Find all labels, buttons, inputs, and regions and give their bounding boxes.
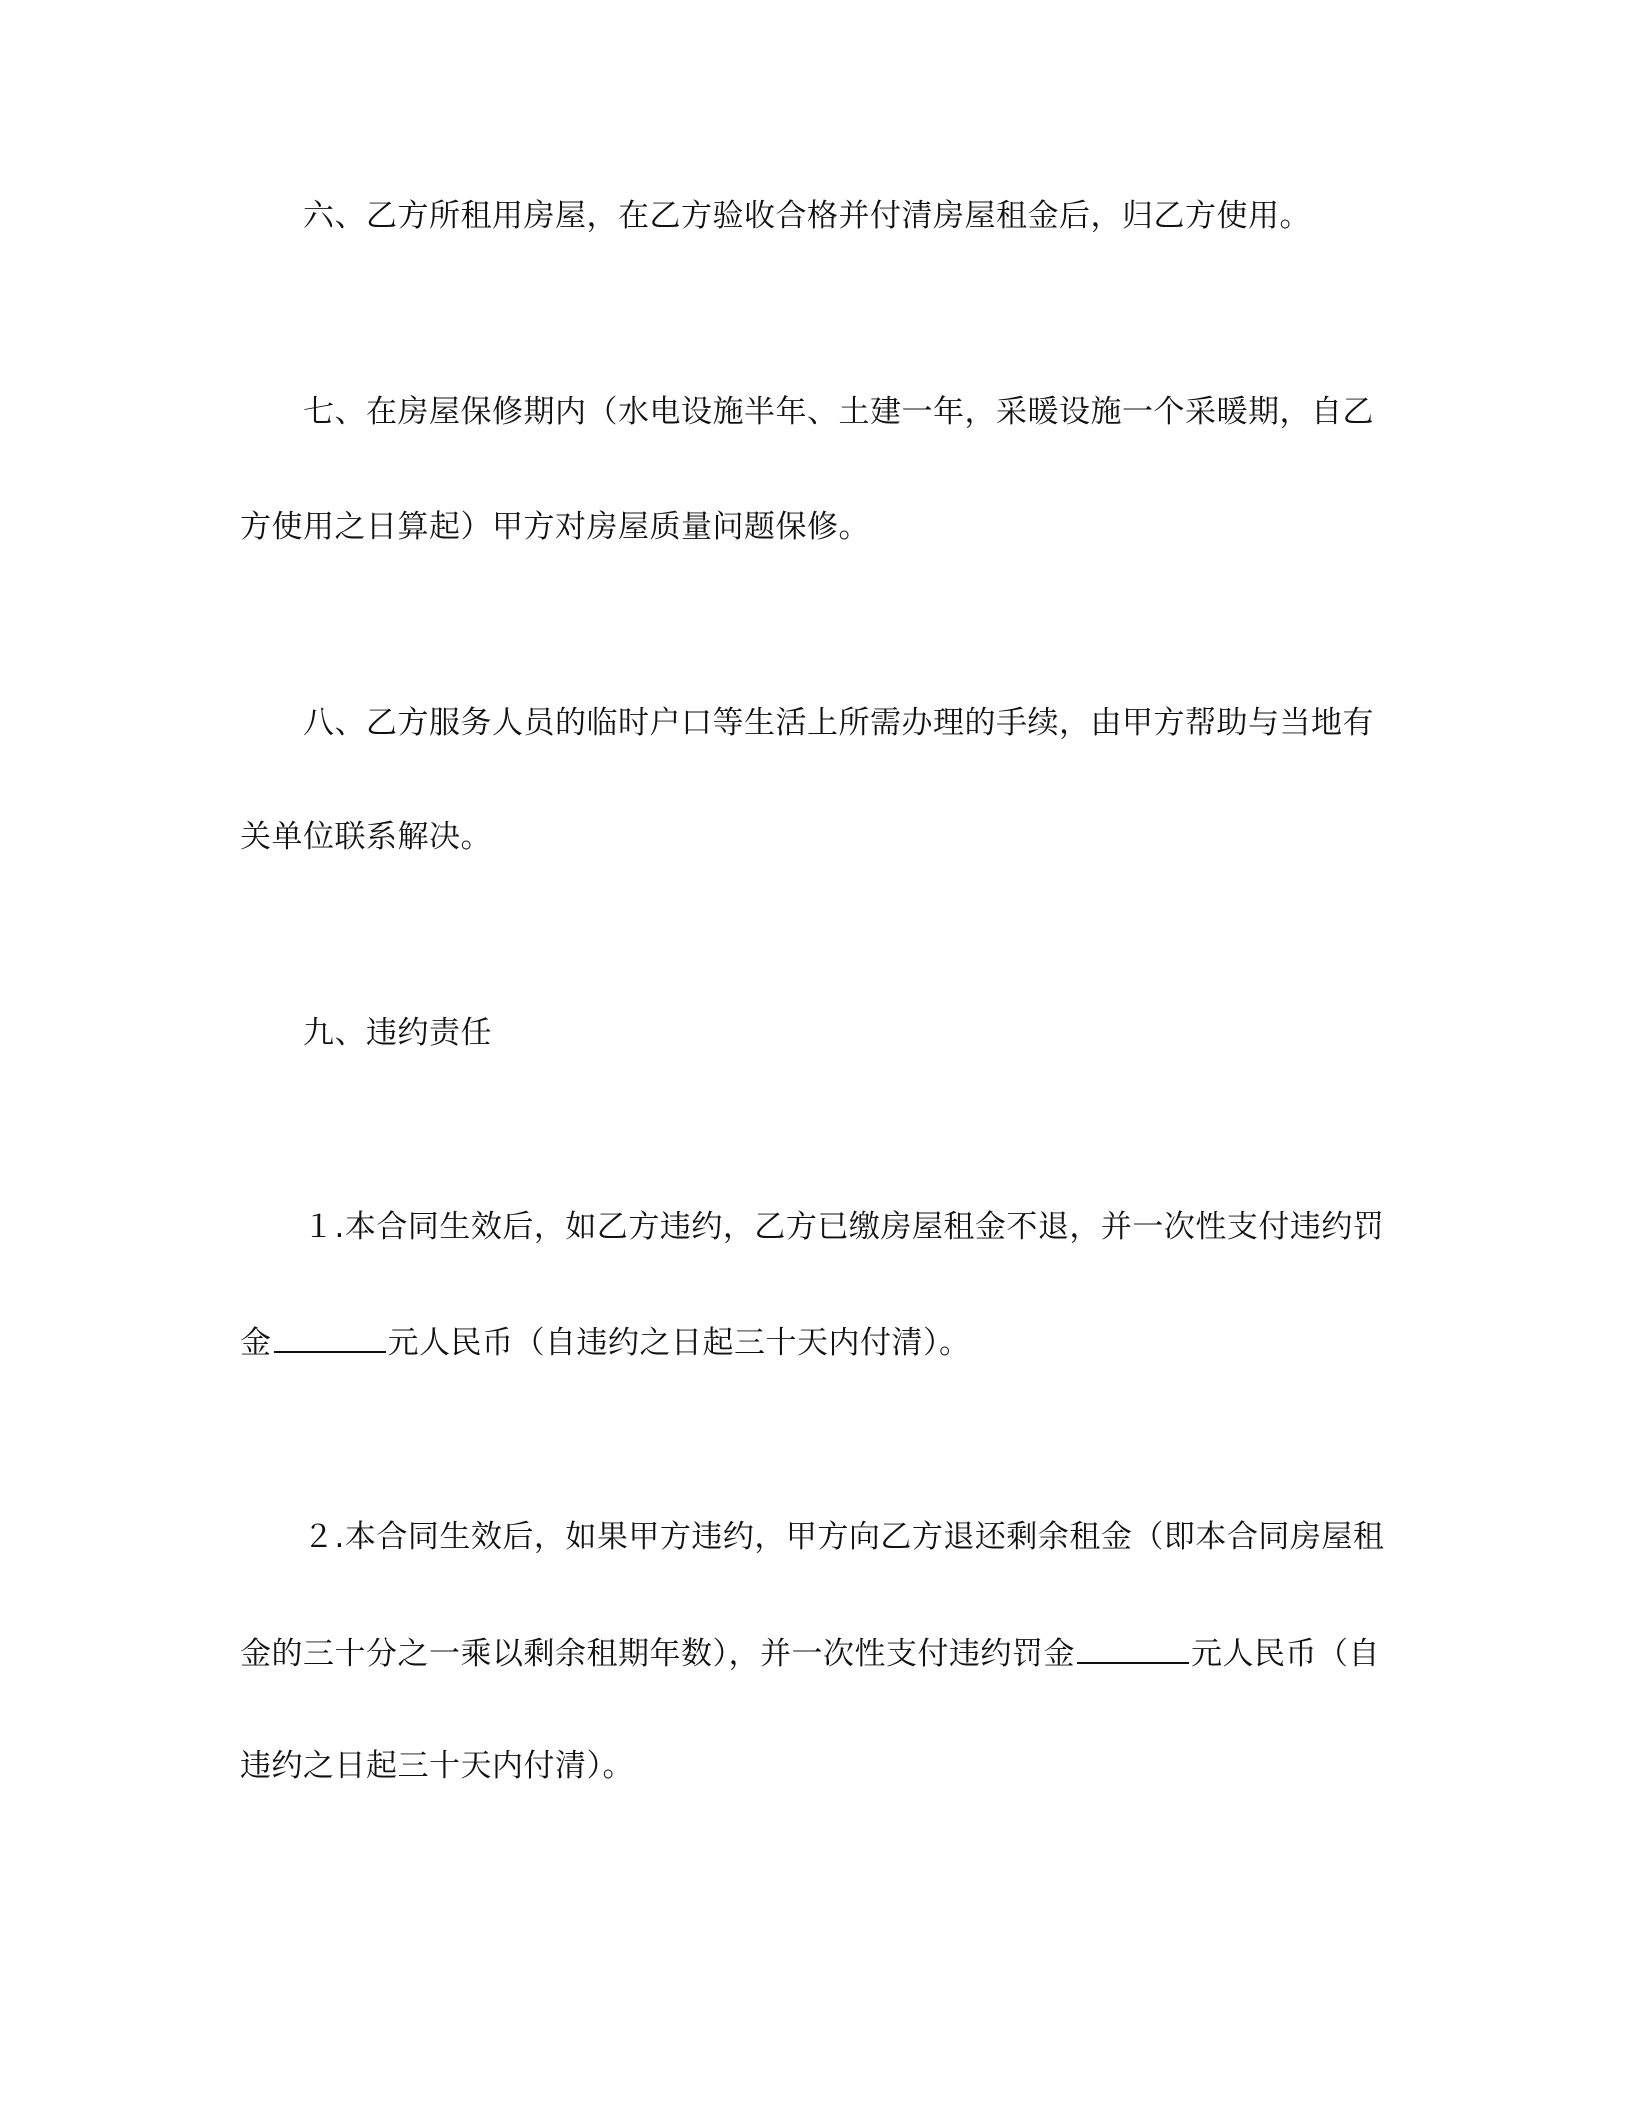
subclause-2-line-3: 违约之日起三十天内付清）。 <box>240 1748 634 1784</box>
subclause-1-line-2 <box>240 1321 971 1363</box>
clause-6-line-1: 六、乙方所租用房屋，在乙方验收合格并付清房屋租金后，归乙方使用。 <box>303 198 1311 234</box>
subclause-1-text-before-blank: 金 <box>240 1325 272 1361</box>
clause-8-line-1: 八、乙方服务人员的临时户口等生活上所需办理的手续，由甲方帮助与当地有 <box>303 705 1374 741</box>
clause-7-line-1: 七、在房屋保修期内（水电设施半年、土建一年，采暖设施一个采暖期，自乙 <box>303 394 1374 430</box>
subclause-2-line-1: ２.本合同生效后，如果甲方违约，甲方向乙方退还剩余租金（即本合同房屋租 <box>303 1519 1385 1555</box>
subclause-2-text-after-blank: 元人民币（自 <box>1191 1636 1380 1672</box>
clause-7-line-2: 方使用之日算起）甲方对房屋质量问题保修。 <box>240 509 870 545</box>
clause-9-heading: 九、违约责任 <box>303 1015 492 1051</box>
clause-8-line-2: 关单位联系解决。 <box>240 819 492 855</box>
subclause-1-line-1: １.本合同生效后，如乙方违约，乙方已缴房屋租金不退，并一次性支付违约罚 <box>303 1209 1385 1245</box>
subclause-2-text-before-blank: 金的三十分之一乘以剩余租期年数），并一次性支付违约罚金 <box>240 1636 1075 1672</box>
penalty-amount-blank-1 <box>274 1321 386 1353</box>
subclause-2-line-2 <box>240 1632 1380 1674</box>
penalty-amount-blank-2 <box>1077 1632 1189 1664</box>
subclause-1-text-after-blank: 元人民币（自违约之日起三十天内付清）。 <box>387 1325 971 1361</box>
